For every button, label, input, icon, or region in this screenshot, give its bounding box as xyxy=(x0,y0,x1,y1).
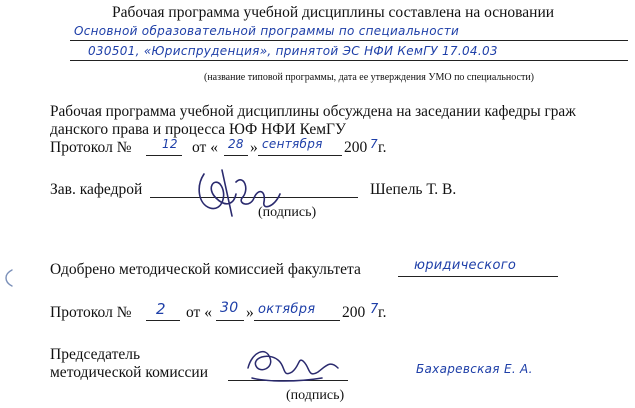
faculty-year-prefix: 200 xyxy=(342,304,366,321)
faculty-year-digit: 7 xyxy=(370,302,379,317)
department-protocol-underline xyxy=(146,155,182,156)
faculty-chair-label-line1: Председатель xyxy=(50,346,141,363)
faculty-chair-name: Бахаревская Е. А. xyxy=(416,362,533,376)
department-date-day: 28 xyxy=(228,137,244,151)
faculty-date-day-underline xyxy=(216,320,244,321)
department-protocol-prefix: Протокол № xyxy=(50,139,132,156)
faculty-signature-caption: (подпись) xyxy=(286,388,345,403)
department-head-label: Зав. кафедрой xyxy=(50,181,143,198)
department-year-prefix: 200 xyxy=(344,139,368,156)
faculty-protocol-prefix: Протокол № xyxy=(50,304,132,321)
faculty-name-underline xyxy=(398,276,558,277)
department-protocol-number: 12 xyxy=(162,137,178,151)
department-date-close: » xyxy=(250,139,258,156)
faculty-protocol-number: 2 xyxy=(156,300,166,318)
faculty-approved-label: Одобрено методической комиссией факультета xyxy=(50,261,361,278)
department-date-day-underline xyxy=(224,155,248,156)
faculty-date-month-underline xyxy=(254,320,340,321)
basis-heading: Рабочая программа учебной дисциплины составлена на основании xyxy=(112,4,555,21)
basis-underline-2 xyxy=(70,60,628,61)
faculty-date-month: октября xyxy=(258,302,316,317)
department-line1: Рабочая программа учебной дисциплины обсуждена на заседании кафедры граж xyxy=(50,103,576,120)
department-line2: данского права и процесса ЮФ НФИ КемГУ xyxy=(50,121,346,138)
department-date-month: сентября xyxy=(262,137,323,151)
faculty-name: юридического xyxy=(414,258,517,273)
margin-mark xyxy=(2,268,16,288)
faculty-protocol-underline xyxy=(146,320,180,321)
department-year-digit: 7 xyxy=(370,137,378,151)
department-head-name: Шепель Т. В. xyxy=(370,181,457,198)
basis-handwritten-line1: Основной образовательной программы по специальности xyxy=(74,24,460,38)
faculty-date-from: от « xyxy=(186,304,212,321)
faculty-chair-signature xyxy=(238,338,348,388)
faculty-date-close: » xyxy=(246,304,254,321)
basis-underline-1 xyxy=(70,40,628,41)
faculty-date-day: 30 xyxy=(220,300,239,316)
department-signature-caption: (подпись) xyxy=(258,205,317,220)
department-year-suffix: г. xyxy=(378,139,387,156)
faculty-chair-label-line2: методической комиссии xyxy=(50,364,208,381)
faculty-year-suffix: г. xyxy=(378,304,387,321)
basis-handwritten-line2: 030501, «Юриспруденция», принятой ЭС НФИ КемГУ 17.04.03 xyxy=(88,44,498,58)
department-date-month-underline xyxy=(258,155,342,156)
department-date-from: от « xyxy=(192,139,218,156)
basis-caption: (название типовой программы, дата ее утверждения УМО по специальности) xyxy=(204,72,535,83)
